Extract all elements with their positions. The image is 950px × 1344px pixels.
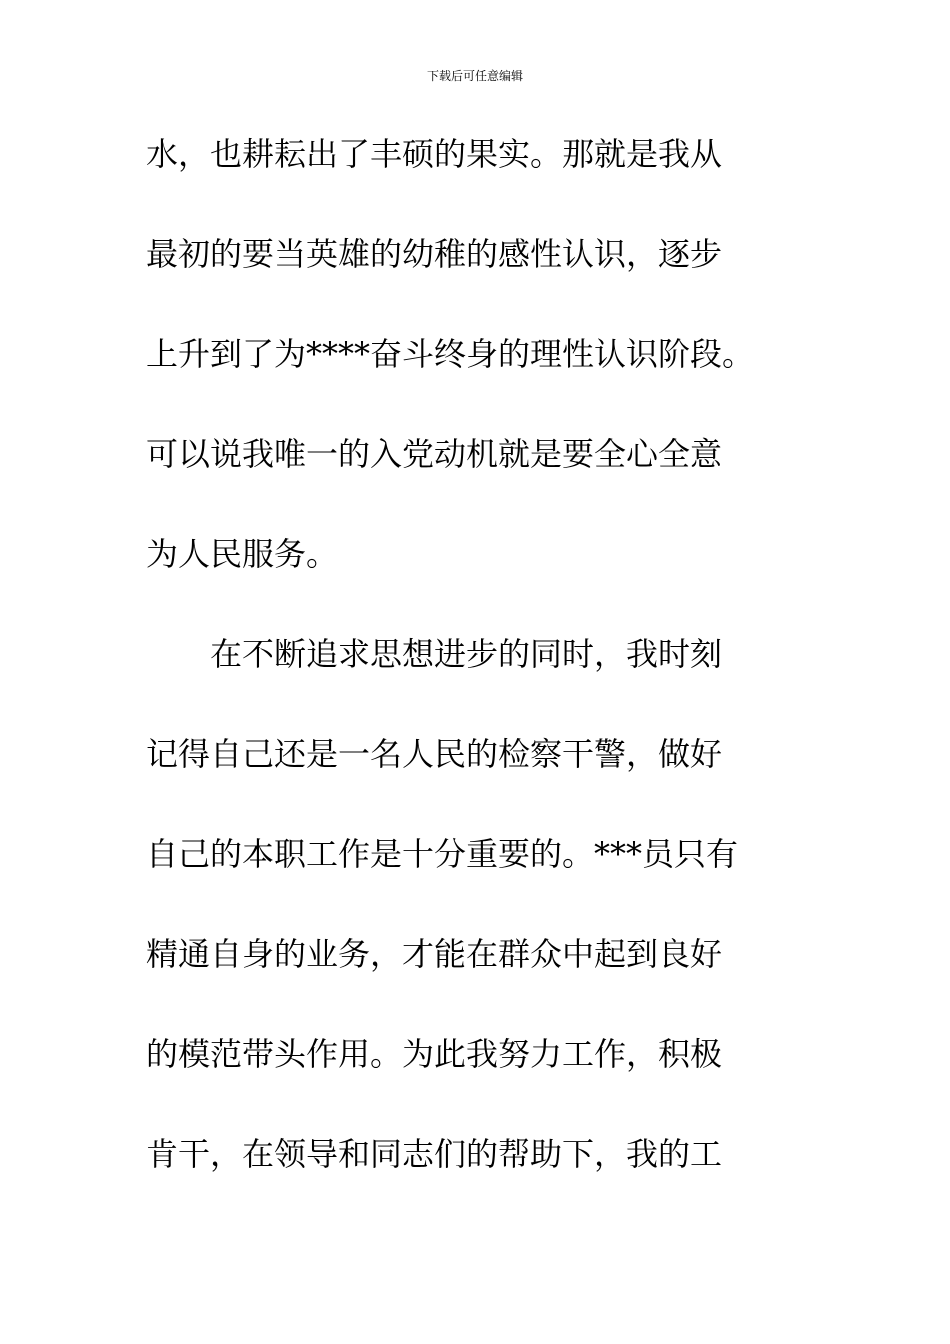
body-text	[146, 122, 816, 1222]
header-note: 下载后可任意编辑	[426, 69, 523, 83]
text-line: 上升到了为****奋斗终身的理性认识阶段。	[146, 335, 755, 373]
text-line: 为人民服务。	[146, 535, 339, 573]
text-line: 肯干，在领导和同志们的帮助下，我的工	[146, 1135, 723, 1173]
text-line: 的模范带头作用。为此我努力工作，积极	[146, 1035, 723, 1073]
text-line: 可以说我唯一的入党动机就是要全心全意	[146, 435, 723, 473]
text-line: 水，也耕耘出了丰硕的果实。那就是我从	[146, 135, 723, 173]
text-line: 精通自身的业务，才能在群众中起到良好	[146, 935, 723, 973]
text-line: 自己的本职工作是十分重要的。***员只有	[146, 835, 739, 873]
text-line: 最初的要当英雄的幼稚的感性认识，逐步	[146, 235, 723, 273]
text-line: 在不断追求思想进步的同时，我时刻	[146, 635, 723, 673]
text-line: 记得自己还是一名人民的检察干警，做好	[146, 735, 723, 773]
